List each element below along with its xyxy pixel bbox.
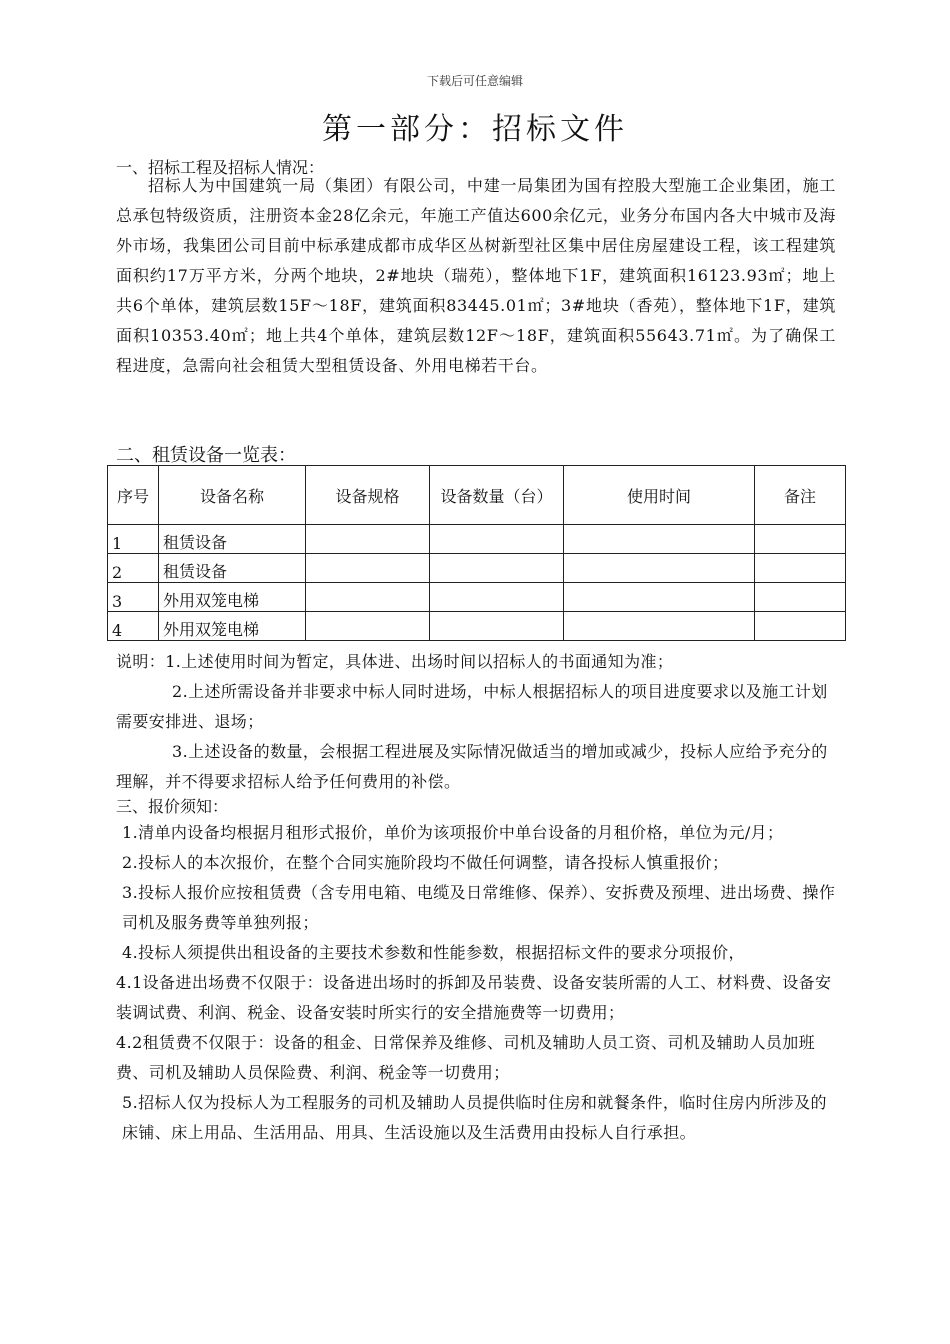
cell-spec: [306, 612, 430, 641]
cell-remark: [755, 612, 846, 641]
quote-item-4-1: 4.1设备进出场费不仅限于：设备进出场时的拆卸及吊装费、设备安装所需的人工、材料费、设备安装调试费、利润、税金、设备安装时所实行的安全措施费等一切费用；: [116, 973, 832, 1022]
quote-item-2: 2.投标人的本次报价，在整个合同实施阶段均不做任何调整，请各投标人慎重报价；: [122, 853, 729, 872]
section-3-heading: 三、报价须知：: [116, 797, 229, 816]
col-header-qty: 设备数量（台）: [430, 466, 564, 525]
cell-spec: [306, 525, 430, 554]
cell-remark: [755, 525, 846, 554]
quote-item-3: 3.投标人报价应按租赁费（含专用电箱、电缆及日常维修、保养）、安拆费及预埋、进出场费、操作司机及服务费等单独列报；: [122, 883, 836, 932]
cell-no: 1: [108, 525, 159, 554]
table-row: [108, 583, 846, 612]
cell-name: 外用双笼电梯: [159, 583, 306, 612]
cell-qty: [430, 612, 564, 641]
note-2: 2.上述所需设备并非要求中标人同时进场，中标人根据招标人的项目进度要求以及施工计划需要安排进、退场；: [116, 682, 828, 731]
table-row: [108, 554, 846, 583]
cell-remark: [755, 554, 846, 583]
table-row: [108, 612, 846, 641]
section-2-heading: 二、租赁设备一览表：: [116, 445, 296, 466]
cell-name: 外用双笼电梯: [159, 612, 306, 641]
note-1: 说明：1.上述使用时间为暂定，具体进、出场时间以招标人的书面通知为准；: [116, 652, 674, 671]
cell-qty: [430, 583, 564, 612]
table-header-row: [108, 466, 846, 525]
cell-qty: [430, 554, 564, 583]
cell-spec: [306, 554, 430, 583]
table-row: [108, 525, 846, 554]
header-note: 下载后可任意编辑: [426, 74, 523, 88]
cell-time: [564, 554, 755, 583]
quote-item-1: 1.清单内设备均根据月租形式报价，单价为该项报价中单台设备的月租价格，单位为元/月；: [122, 823, 784, 842]
cell-time: [564, 525, 755, 554]
table-notes: [116, 647, 836, 797]
cell-no: 3: [108, 583, 159, 612]
equipment-table: [107, 465, 846, 641]
quote-item-4-2: 4.2租赁费不仅限于：设备的租金、日常保养及维修、司机及辅助人员工资、司机及辅助人员加班费、司机及辅助人员保险费、利润、税金等一切费用；: [116, 1033, 816, 1082]
cell-time: [564, 583, 755, 612]
page-title: 第一部分：招标文件: [322, 112, 628, 147]
col-header-remark: 备注: [755, 466, 846, 525]
col-header-spec: 设备规格: [306, 466, 430, 525]
cell-spec: [306, 583, 430, 612]
note-3: 3.上述设备的数量，会根据工程进展及实际情况做适当的增加或减少，投标人应给予充分的理解，并不得要求招标人给予任何费用的补偿。: [116, 742, 828, 791]
col-header-no: 序号: [108, 466, 159, 525]
cell-no: 4: [108, 612, 159, 641]
col-header-name: 设备名称: [159, 466, 306, 525]
cell-qty: [430, 525, 564, 554]
col-header-time: 使用时间: [564, 466, 755, 525]
cell-name: 租赁设备: [159, 525, 306, 554]
section-1-heading: 一、招标工程及招标人情况：: [116, 158, 325, 177]
cell-no: 2: [108, 554, 159, 583]
section-1-paragraph: 招标人为中国建筑一局（集团）有限公司，中建一局集团为国有控股大型施工企业集团，施工总承包特级资质，注册资本金28亿余元，年施工产值达600余亿元，业务分布国内各大中城市及海外市场，我集团公司目前中标承建成都市成华区丛树新型社区集中居住房屋建设工程，该工程建筑面积约17万平方米，分两个地块，2#地块（瑞苑），整体地下1F，建筑面积16123.93㎡；地上共6个单体，建筑层数15F～18F，建筑面积83445.01㎡；3#地块（香苑），整体地下1F，建筑面积10353.40㎡；地上共4个单体，建筑层数12F～18F，建筑面积55643.71㎡。为了确保工程进度，急需向社会租赁大型租赁设备、外用电梯若干台。: [116, 176, 836, 375]
cell-time: [564, 612, 755, 641]
cell-remark: [755, 583, 846, 612]
cell-name: 租赁设备: [159, 554, 306, 583]
quote-item-5: 5.招标人仅为投标人为工程服务的司机及辅助人员提供临时住房和就餐条件，临时住房内所涉及的床铺、床上用品、生活用品、用具、生活设施以及生活费用由投标人自行承担。: [122, 1093, 827, 1142]
quotation-instructions: [116, 818, 838, 1148]
quote-item-4: 4.投标人须提供出租设备的主要技术参数和性能参数，根据招标文件的要求分项报价，: [122, 943, 745, 962]
